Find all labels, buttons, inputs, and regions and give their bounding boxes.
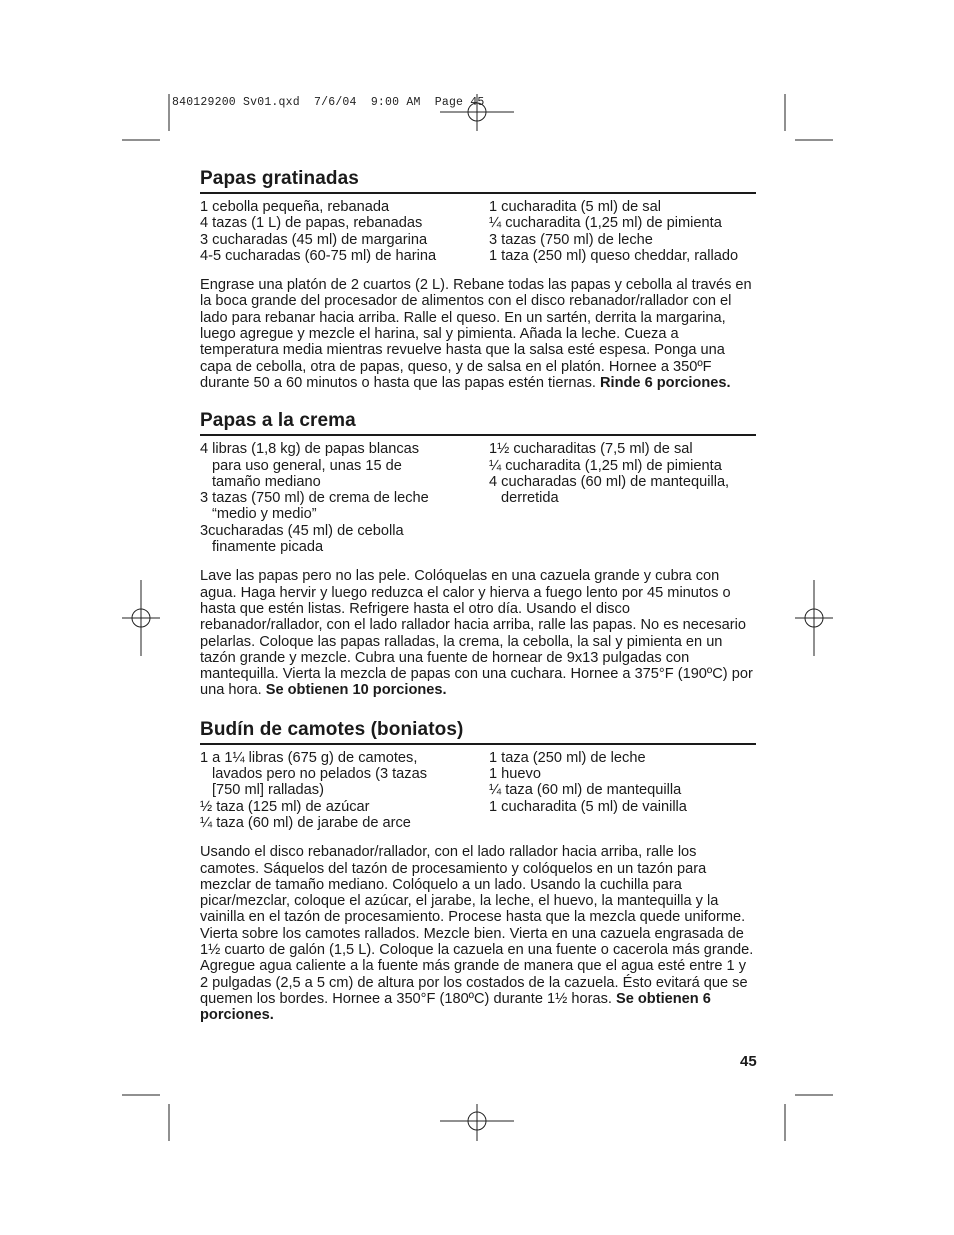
ingredient-item: ¼ taza (60 ml) de mantequilla <box>489 782 682 799</box>
registration-mark-left <box>122 580 160 656</box>
recipe-papas-gratinadas <box>200 168 756 391</box>
page-number: 45 <box>740 1053 757 1070</box>
ingredient-column-left <box>200 199 489 264</box>
recipe-method <box>200 568 756 698</box>
ingredient-item: 4 tazas (1 L) de papas, rebanadas <box>200 215 423 232</box>
recipe-papas-a-la-crema <box>200 410 756 698</box>
ingredient-item: 3 tazas (750 ml) de crema de leche “medio y medio” <box>200 490 429 523</box>
ingredient-item: ¼ cucharadita (1,25 ml) de pimienta <box>489 215 722 232</box>
ingredient-column-right <box>489 750 756 831</box>
ingredient-item: 4 cucharadas (60 ml) de mantequilla, derretida <box>489 473 730 507</box>
recipe-yield: Rinde 6 porciones. <box>599 374 731 391</box>
recipe-content <box>200 168 756 1023</box>
recipe-budin-de-camotes <box>200 719 756 1024</box>
recipe-method <box>200 844 756 1023</box>
ingredient-item: ¼ taza (60 ml) de jarabe de arce <box>200 814 411 831</box>
ingredient-column-right <box>489 441 756 555</box>
ingredient-item: ¼ cucharadita (1,25 ml) de pimienta <box>489 457 722 474</box>
ingredient-item: 1 a 1¼ libras (675 g) de camotes, lavados pero no pelados (3 tazas [750 ml] ralladas) <box>200 749 427 799</box>
recipe-yield: Se obtienen 6 porciones. <box>200 990 711 1024</box>
method-text: Lave las papas pero no las pele. Colóquelas en una cazuela grande y cubra con agua. Haga hervir y luego reduzca el calor y hierva a fuego lento por 45 minutos o hasta que estén listas. Refrigere hasta el otro día. Usando el disco rebanador/rallador, con el lado rallador hacia arriba, ralle las papas. No es necesario pelarlas. Coloque las papas ralladas, la crema, la cebolla, la sal y pimienta en un tazón grande y mezcle. Cubra una fuente de hornear de 9x13 pulgadas con mantequilla. Vierta la mezcla de papas con una cuchara. Hornee a 375°F (190ºC) por una hora. <box>200 568 753 699</box>
ingredient-list <box>200 750 756 831</box>
ingredient-item: 4-5 cucharadas (60-75 ml) de harina <box>200 247 437 264</box>
ingredient-item: ½ taza (125 ml) de azúcar <box>200 798 370 815</box>
ingredient-item: 1 cebolla pequeña, rebanada <box>200 199 390 215</box>
ingredient-item: 1 huevo <box>489 766 541 783</box>
ingredient-item: 1 taza (250 ml) queso cheddar, rallado <box>489 247 739 264</box>
method-text: Engrase una platón de 2 cuartos (2 L). Rebane todas las papas y cebolla al través en la boca grande del procesador de alimentos con el disco rebanador/rallador con el lado para rebanar hacia arriba. Ralle el queso. En un sartén, derrita la margarina, luego agregue y mezcle el harina, sal y pimienta. Añada la leche. Cueza a temperatura media mientras revuelve hasta que la salsa esté espesa. Ponga una capa de cebolla, otra de papas, queso, y de salsa en el platón. Hornee a 350ºF durante 50 a 60 minutos o hasta que las papas estén tiernas. <box>200 277 752 391</box>
recipe-method <box>200 277 756 391</box>
ingredient-item: 4 libras (1,8 kg) de papas blancas para uso general, unas 15 de tamaño mediano <box>200 441 420 490</box>
ingredient-column-left <box>200 441 489 555</box>
ingredient-item: 3 tazas (750 ml) de leche <box>489 231 653 248</box>
ingredient-item: 1½ cucharaditas (7,5 ml) de sal <box>489 441 693 458</box>
recipe-title: Papas gratinadas <box>200 168 756 194</box>
ingredient-column-left <box>200 750 489 831</box>
ingredient-list <box>200 441 756 555</box>
ingredient-list <box>200 199 756 264</box>
registration-mark-right <box>795 580 833 656</box>
ingredient-item: 3cucharadas (45 ml) de cebolla finamente picada <box>200 522 404 556</box>
registration-mark-bottom <box>440 1104 514 1141</box>
print-slug-line: 840129200 Sv01.qxd 7/6/04 9:00 AM Page 45 <box>172 96 485 109</box>
ingredient-item: 1 cucharadita (5 ml) de vainilla <box>489 798 687 815</box>
recipe-title: Papas a la crema <box>200 410 756 436</box>
recipe-yield: Se obtienen 10 porciones. <box>265 682 447 699</box>
recipe-title: Budín de camotes (boniatos) <box>200 719 756 745</box>
ingredient-item: 1 cucharadita (5 ml) de sal <box>489 199 661 215</box>
method-text: Usando el disco rebanador/rallador, con el lado rallador hacia arriba, ralle los camotes. Sáquelos del tazón de procesamiento y colóquelos en un tazón para mezclar de tamaño mediano. Colóquelo a un lado. Usando la cuchilla para picar/mezclar, coloque el azúcar, el jarabe, la leche, el huevo, la mantequilla y la vainilla en el tazón de procesamiento. Procese hasta que la mezcla quede uniforme. Vierta sobre los camotes rallados. Mezcle bien. Vierta en una cazuela engrasada de 1½ cuarto de galón (1,5 L). Coloque la cazuela en una fuente o cacerola más grande. Agregue agua caliente a la fuente más grande de manera que el agua esté entre 1 y 2 pulgadas (2,5 a 5 cm) de altura por los costados de la cazuela. Ésto evitará que se quemen los bordes. Hornee a 350°F (180ºC) durante 1½ horas. <box>200 844 754 1007</box>
ingredient-item: 1 taza (250 ml) de leche <box>489 749 646 766</box>
ingredient-item: 3 cucharadas (45 ml) de margarina <box>200 231 428 248</box>
ingredient-column-right <box>489 199 756 264</box>
